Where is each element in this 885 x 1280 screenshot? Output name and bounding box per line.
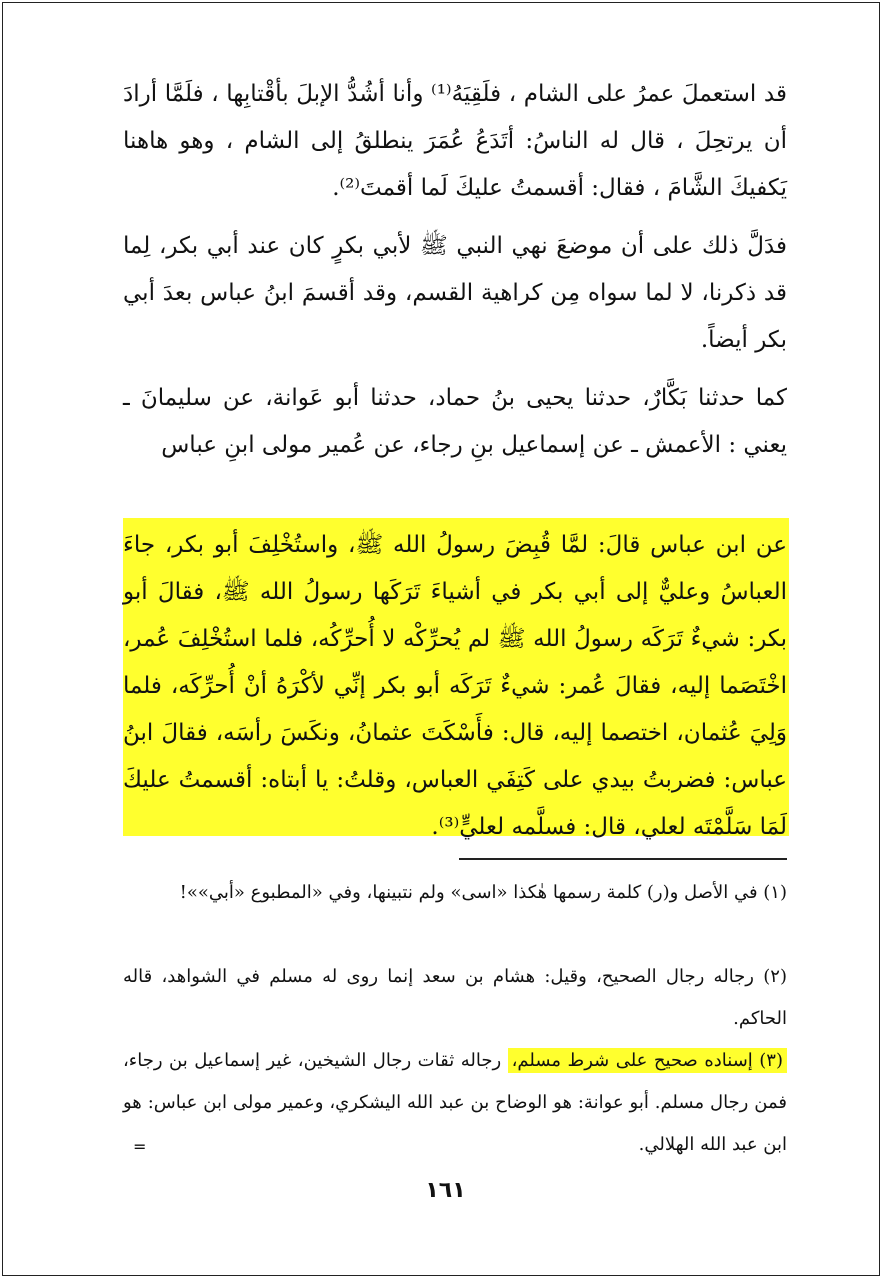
footnote-3-highlighted-part: (٣) إسناده صحيح على شرط مسلم،: [508, 1048, 787, 1073]
footnote-3-text: [123, 1040, 787, 1166]
paragraph-4-highlighted: [123, 522, 787, 851]
footnote-1-text: (١) في الأصل و(ر) كلمة رسمها هٰكذا «اسى» ولم نتبينها، وفي «المطبوع «أبي»»!: [179, 882, 787, 903]
footnote-3-rest: رجاله ثقات رجال الشيخين، غير إسماعيل بن رجاء، فمن رجال مسلم. أبو عوانة: هو الوضاح بن عبد الله اليشكري، وعمير مولى ابن عباس: هو ابن عبد الله الهلالي.: [123, 1050, 787, 1155]
page-number: ١٦١: [425, 1178, 466, 1203]
paragraph-4-text: عن ابن عباس قالَ: لمَّا قُبِضَ رسولُ الله ﷺ، واستُخْلِفَ أبو بكر، جاءَ العباسُ وعليٌّ إلى أبي بكر في أشياءَ تَرَكَها رسولُ الله ﷺ، فقالَ أبو بكر: شيءٌ تَرَكَه رسولُ الله ﷺ لم يُحرِّكْه لا أُحرِّكُه، فلما استُخْلِفَ عُمر، اخْتَصَما إليه، فقالَ عُمر: شيءٌ تَرَكَه أبو بكر إنِّي لأكْرَهُ أنْ أُحرِّكَه، فلما وَلِيَ عُثمان، اختصما إليه، قال: فأَسْكَتَ عثمانُ، ونكَسَ رأسَه، فقالَ ابنُ عباس: فضربتُ بيدي على كَتِفَي العباس، وقلتُ: يا أبتاه: أقسمتُ عليكَ لَمَا سَلَّمْتَه لعلي، قال: فسلَّمه لعليٍّ⁽³⁾.: [123, 532, 787, 840]
paragraph-3-isnad: [123, 375, 787, 469]
footnote-3: [123, 1040, 787, 1166]
footnote-1: [123, 872, 787, 914]
book-page: [2, 2, 880, 1276]
paragraph-1: [123, 71, 787, 212]
paragraph-2-text: فدَلَّ ذلك على أن موضعَ نهي النبي ﷺ لأبي بكرٍ كان عند أبي بكر، لِما قد ذكرنا، لا لما سواه مِن كراهية القسم، وقد أقسمَ ابنُ عباس بعدَ أبي بكر أيضاً.: [123, 233, 787, 353]
footnote-2: [123, 956, 787, 1040]
paragraph-1-text: قد استعملَ عمرُ على الشام ، فلَقِيَهُ⁽¹⁾ وأنا أشُدُّ الإبلَ بأقْتابِها ، فلَمَّا أرادَ أن يرتحِلَ ، قال له الناسُ: أتَدَعُ عُمَرَ ينطلقُ إلى الشام ، وهو هاهنا يَكفيكَ الشَّامَ ، فقال: أقسمتُ عليكَ لَما أقمتَ⁽²⁾.: [123, 81, 787, 201]
footnote-separator: [459, 858, 787, 860]
continuation-mark: =: [133, 1137, 147, 1156]
paragraph-3-text: كما حدثنا بَكَّارٌ، حدثنا يحيى بنُ حماد، حدثنا أبو عَوانة، عن سليمانَ ـ يعني : الأعمش ـ عن إسماعيل بنِ رجاء، عن عُمير مولى ابنِ عباس: [123, 385, 787, 458]
paragraph-2: [123, 223, 787, 364]
footnote-2-text: (٢) رجاله رجال الصحيح، وقيل: هشام بن سعد إنما روى له مسلم في الشواهد، قاله الحاكم.: [123, 966, 787, 1029]
